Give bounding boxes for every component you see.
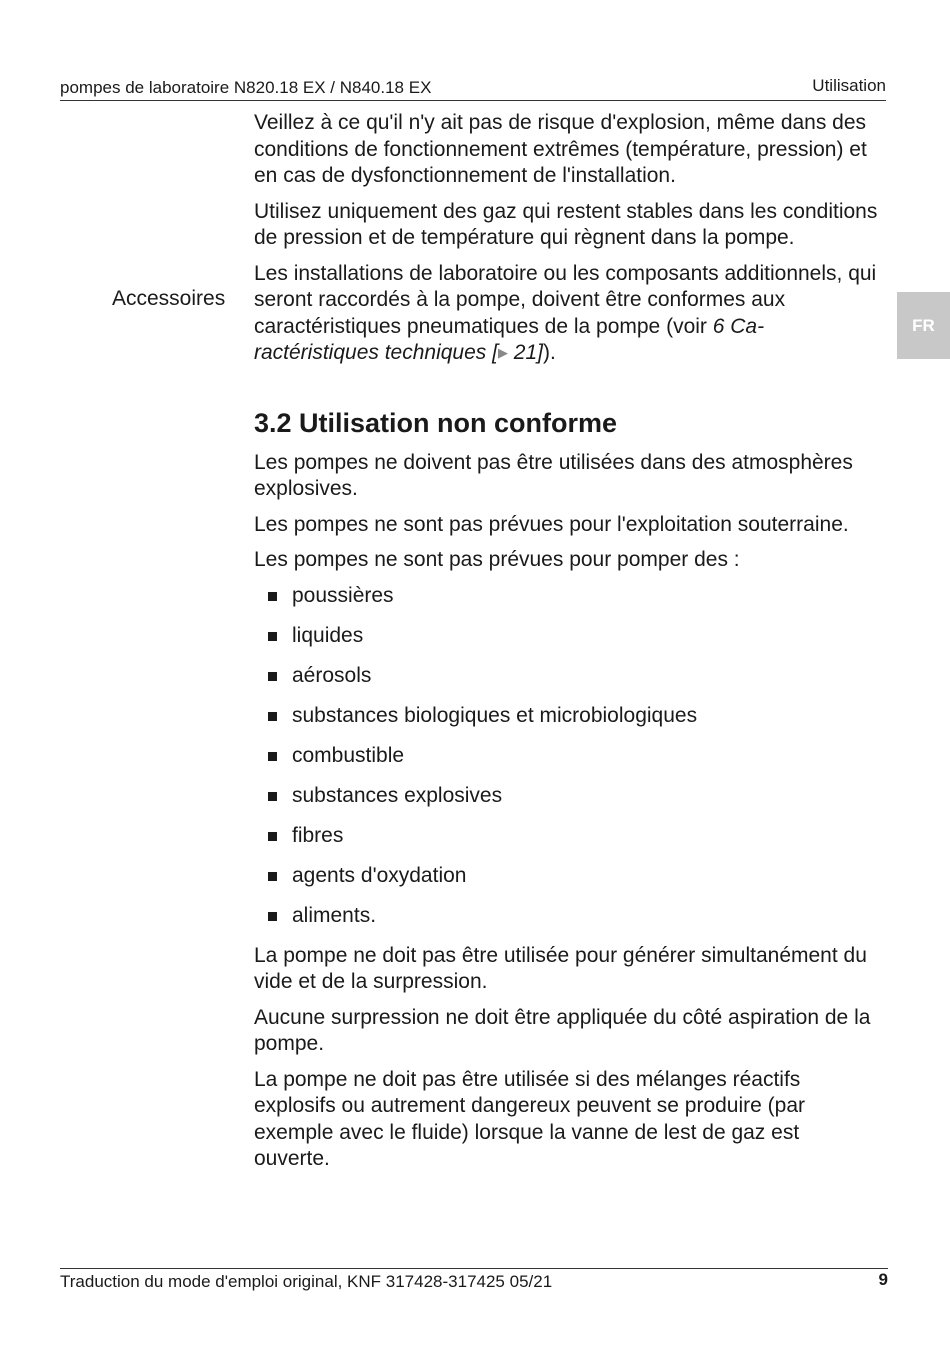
bullet-square-icon <box>268 712 277 721</box>
accessories-text: Les installations de laboratoire ou les composants additionnels, qui seront raccordés à la pompe, doivent être conformes aux caractéristiques pneumatiques de la pompe (voir <box>254 261 877 338</box>
bullet-square-icon <box>268 672 277 681</box>
list-item: agents d'oxydation <box>254 863 879 890</box>
accessories-paragraph: Les installations de laboratoire ou les composants additionnels, qui seront raccordés à la pompe, doivent être conformes aux caractéristiques pneumatiques de la pompe (voir 6 Caractéristiques techniques [▶ 21]). <box>254 261 879 367</box>
cross-reference-link[interactable]: 6 Caractéristiques techniques [▶ 21] <box>254 315 764 365</box>
header-title: pompes de laboratoire N820.18 EX / N840.18 EX <box>60 78 432 97</box>
footer-divider <box>60 1268 888 1269</box>
paragraph: Les pompes ne sont pas prévues pour pomper des : <box>254 548 740 571</box>
list-item: liquides <box>254 623 879 650</box>
page-arrow-icon: ▶ <box>497 345 508 360</box>
list-item: aérosols <box>254 663 879 690</box>
bullet-square-icon <box>268 592 277 601</box>
header-section: Utilisation <box>812 76 886 95</box>
paragraph: La pompe ne doit pas être utilisée pour générer simultanément du vide et de la surpression. <box>254 943 867 993</box>
bullet-square-icon <box>268 912 277 921</box>
bullet-square-icon <box>268 832 277 841</box>
list-item: combustible <box>254 743 879 770</box>
list-item: substances biologiques et microbiologiques <box>254 703 879 730</box>
paragraph: Aucune surpression ne doit être appliquée du côté aspiration de la pompe. <box>254 1005 871 1055</box>
list-item: aliments. <box>254 903 879 930</box>
page-number: 9 <box>878 1270 888 1289</box>
paragraph: Utilisez uniquement des gaz qui restent stables dans les conditions de pression et de température qui règnent dans la pompe. <box>254 199 878 249</box>
bullet-square-icon <box>268 872 277 881</box>
paragraph: Les pompes ne doivent pas être utilisées dans des atmosphères explosives. <box>254 450 853 500</box>
list-item: poussières <box>254 583 879 610</box>
bullet-square-icon <box>268 792 277 801</box>
header-divider <box>60 100 886 101</box>
paragraph: Veillez à ce qu'il n'y ait pas de risque d'explosion, même dans des conditions de fonctionnement extrêmes (température, pression) et en cas de dysfonctionnement de l'installation. <box>254 111 867 187</box>
prohibited-media-list <box>254 583 879 930</box>
margin-label-accessories: Accessoires <box>112 287 226 310</box>
bullet-square-icon <box>268 632 277 641</box>
bullet-square-icon <box>268 752 277 761</box>
footer-text: Traduction du mode d'emploi original, KNF 317428-317425 05/21 <box>60 1272 553 1291</box>
list-item: substances explosives <box>254 783 879 810</box>
paragraph: La pompe ne doit pas être utilisée si des mélanges réactifs explosifs ou autrement dangereux peuvent se produire (par exemple avec le fluide) lorsque la vanne de lest de gaz est ouverte. <box>254 1067 806 1170</box>
language-tab[interactable]: FR <box>897 292 950 359</box>
list-item: fibres <box>254 823 879 850</box>
main-content <box>254 110 879 1182</box>
paragraph: Les pompes ne sont pas prévues pour l'exploitation souterraine. <box>254 512 849 536</box>
section-heading: 3.2 Utilisation non conforme <box>254 407 618 438</box>
